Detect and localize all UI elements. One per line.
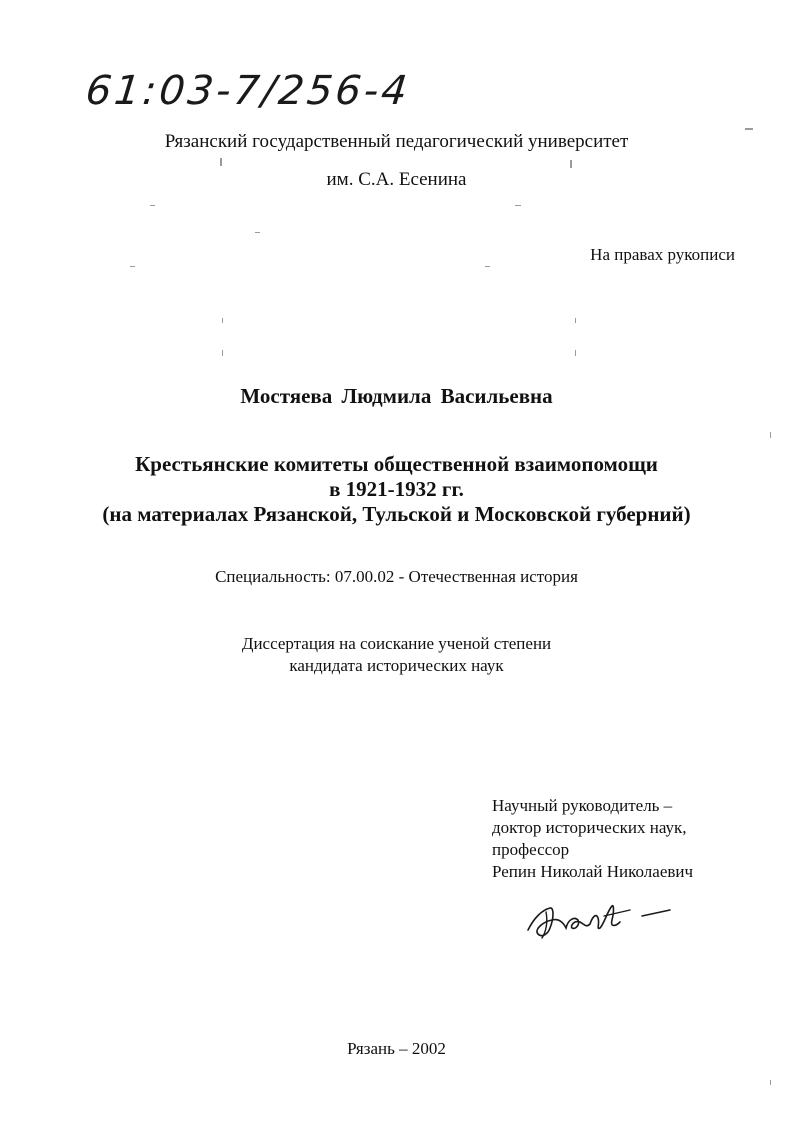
supervisor-line1: Научный руководитель – <box>492 796 673 815</box>
scan-speck <box>150 205 155 206</box>
dissertation-title-line3: (на материалах Рязанской, Тульской и Московской губерний) <box>102 502 691 526</box>
university-name-line1: Рязанский государственный педагогический университет <box>164 131 629 152</box>
author-name: Мостяева Людмила Васильевна <box>240 384 553 408</box>
university-name-line2: им. С.А. Есенина <box>326 169 467 190</box>
degree-line2: кандидата исторических наук <box>289 656 504 675</box>
scan-speck <box>570 160 572 168</box>
scan-speck <box>222 350 223 356</box>
specialty-line: Специальность: 07.00.02 - Отечественная история <box>215 567 578 586</box>
scan-speck <box>255 232 260 233</box>
supervisor-line2: доктор исторических наук, <box>492 818 687 837</box>
scan-speck <box>770 432 771 438</box>
dissertation-title-line2: в 1921-1932 гг. <box>329 477 464 501</box>
supervisor-line3: профессор <box>492 840 570 859</box>
supervisor-line4: Репин Николай Николаевич <box>492 862 694 881</box>
scan-speck <box>770 1080 771 1085</box>
handwritten-signature <box>520 888 680 948</box>
scan-speck <box>745 128 753 130</box>
scan-speck <box>575 350 576 356</box>
city-year: Рязань – 2002 <box>347 1039 446 1058</box>
handwritten-catalog-number: 61:03-7/256-4 <box>83 68 413 114</box>
supervisor-block <box>492 795 693 883</box>
manuscript-rights-note: На правах рукописи <box>590 245 735 264</box>
scan-speck <box>222 318 223 323</box>
scan-speck <box>220 158 222 166</box>
scan-speck <box>515 205 521 206</box>
scan-speck <box>485 266 490 267</box>
degree-line1: Диссертация на соискание ученой степени <box>241 634 552 653</box>
dissertation-title-line1: Крестьянские комитеты общественной взаимопомощи <box>135 452 658 476</box>
scan-speck <box>575 318 576 323</box>
scan-speck <box>130 266 135 267</box>
